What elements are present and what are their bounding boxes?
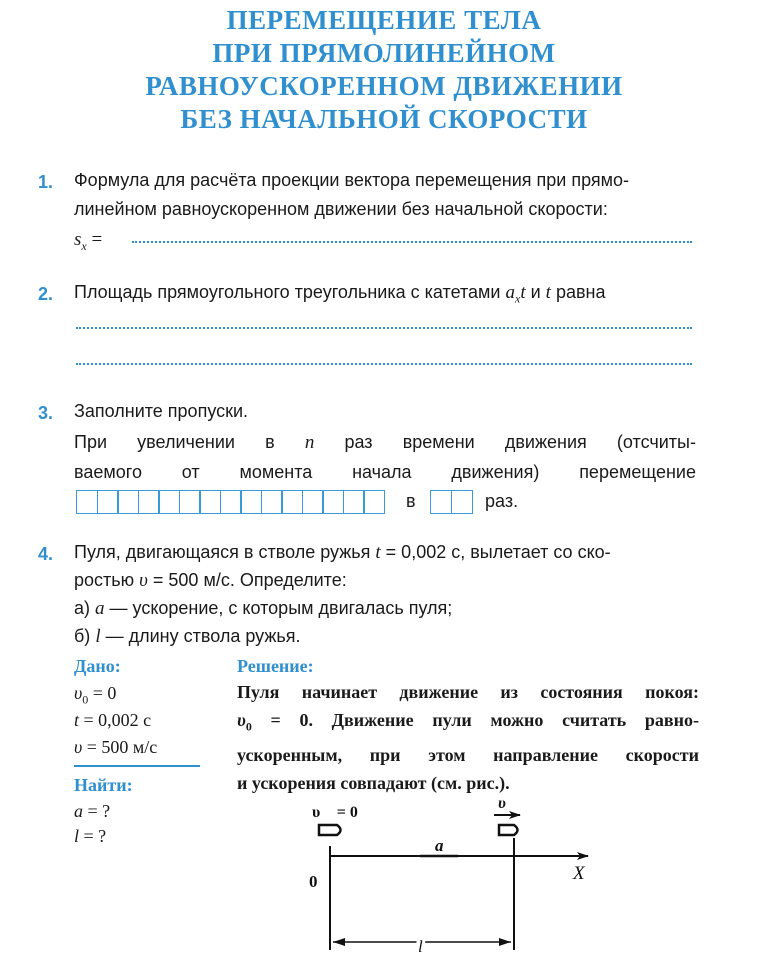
q1-equals: =	[91, 229, 103, 250]
solution-line-1: Пуля начинает движение из состояния покоя:	[237, 682, 699, 702]
q1-number: 1.	[38, 172, 54, 192]
q3-n-symbol: n	[304, 432, 315, 453]
q3-word: движения	[504, 432, 587, 452]
q3-word: времени	[402, 432, 475, 452]
q3-word: момента	[239, 462, 313, 482]
solution-v0-symbol: υ	[237, 710, 246, 730]
q4-text: Пуля, двигающаяся в стволе ружья	[74, 542, 376, 562]
q3-word: (отсчиты-	[616, 432, 696, 452]
given-v-symbol: υ	[74, 737, 83, 757]
q4-text: — ускорение, с которым двигалась пуля;	[104, 598, 453, 618]
find-a-value: = ?	[83, 801, 111, 821]
q4-t-symbol: t	[375, 542, 381, 563]
solution-line-4: и ускорения совпадают (см. рис.).	[237, 772, 510, 793]
q3-heading: Заполните пропуски.	[74, 401, 249, 421]
solution-line-2-text: = 0. Движение пули можно считать равно-	[251, 710, 699, 730]
q4-text: — длину ствола ружья.	[100, 626, 301, 646]
q3-word: от	[181, 462, 200, 482]
solution-line-3: ускоренным, при этом направление скорости	[237, 744, 699, 765]
q1-line-2: линейном равноускоренном движении без начальной скорости:	[74, 199, 608, 219]
given-v-value: = 500 м/с	[82, 737, 158, 757]
q3-number: 3.	[38, 403, 54, 423]
given-v0-value: = 0	[88, 683, 117, 703]
q4-text: а)	[74, 598, 96, 618]
solution-heading: Решение:	[237, 656, 314, 676]
bullet-start-icon	[319, 825, 341, 835]
q4-text: = 0,002 с, вылетает со ско-	[380, 542, 611, 562]
given-t-value: = 0,002 с	[79, 710, 152, 730]
fig-axis-label: X	[573, 863, 585, 884]
q1-s-subscript: x	[81, 238, 87, 253]
q2-a-symbol: a	[505, 282, 515, 303]
q3-word: перемещение	[579, 462, 696, 482]
title-line-1: ПЕРЕМЕЩЕНИЕ ТЕЛА	[226, 5, 542, 35]
fig-a-label: a	[435, 836, 444, 855]
given-v0-symbol: υ	[74, 683, 83, 703]
length-arrow-left	[333, 938, 345, 946]
q3-word: в	[265, 432, 275, 452]
q4-v-symbol: υ	[139, 570, 148, 591]
title-line-2: ПРИ ПРЯМОЛИНЕЙНОМ	[212, 38, 556, 68]
length-arrow-right	[499, 938, 511, 946]
given-heading: Дано:	[74, 656, 121, 676]
fig-origin-label: 0	[309, 872, 318, 891]
q3-in-word: в	[406, 491, 416, 511]
q4-text: = 500 м/с. Определите:	[147, 570, 347, 590]
find-a-symbol: a	[74, 801, 83, 821]
q2-t2-symbol: t	[545, 282, 551, 303]
q1-s-symbol: s	[74, 229, 82, 250]
q3-word: начала	[352, 462, 412, 482]
q2-t-symbol: t	[520, 282, 526, 303]
bullet-end-icon	[499, 825, 518, 835]
find-l-value: = ?	[79, 826, 107, 846]
q3-word: движения)	[451, 462, 540, 482]
q3-word: ваемого	[74, 462, 142, 482]
q2-a-subscript: x	[514, 291, 521, 306]
q3-times-word: раз.	[485, 491, 519, 511]
q3-word: При	[74, 432, 108, 452]
q4-text: ростью	[74, 570, 140, 590]
q1-line-1: Формула для расчёта проекции вектора перемещения при прямо-	[74, 170, 630, 190]
q2-text-b: и	[525, 282, 546, 302]
q4-a-symbol: a	[95, 598, 105, 619]
q3-word: увеличении	[137, 432, 235, 452]
solution-v0-subscript: 0	[245, 719, 252, 734]
find-heading: Найти:	[74, 775, 133, 795]
q2-text-c: равна	[550, 282, 606, 302]
q4-text: б)	[74, 626, 96, 646]
q4-l-symbol: l	[95, 626, 101, 647]
q3-word: раз	[344, 432, 373, 452]
q2-number: 2.	[38, 284, 54, 304]
fig-length-label: l	[418, 937, 423, 956]
title-line-3: РАВНОУСКОРЕННОМ ДВИЖЕНИИ	[145, 71, 623, 101]
fig-v0-label: υ⃗ = 0	[312, 804, 358, 821]
q4-number: 4.	[38, 544, 54, 564]
find-l-symbol: l	[74, 826, 80, 846]
given-v0-subscript: 0	[82, 692, 89, 707]
given-t-symbol: t	[74, 710, 80, 730]
fig-v-label: υ⃗	[498, 795, 519, 812]
title-line-4: БЕЗ НАЧАЛЬНОЙ СКОРОСТИ	[180, 104, 588, 134]
q2-text-a: Площадь прямоугольного треугольника с катетами	[74, 282, 506, 302]
